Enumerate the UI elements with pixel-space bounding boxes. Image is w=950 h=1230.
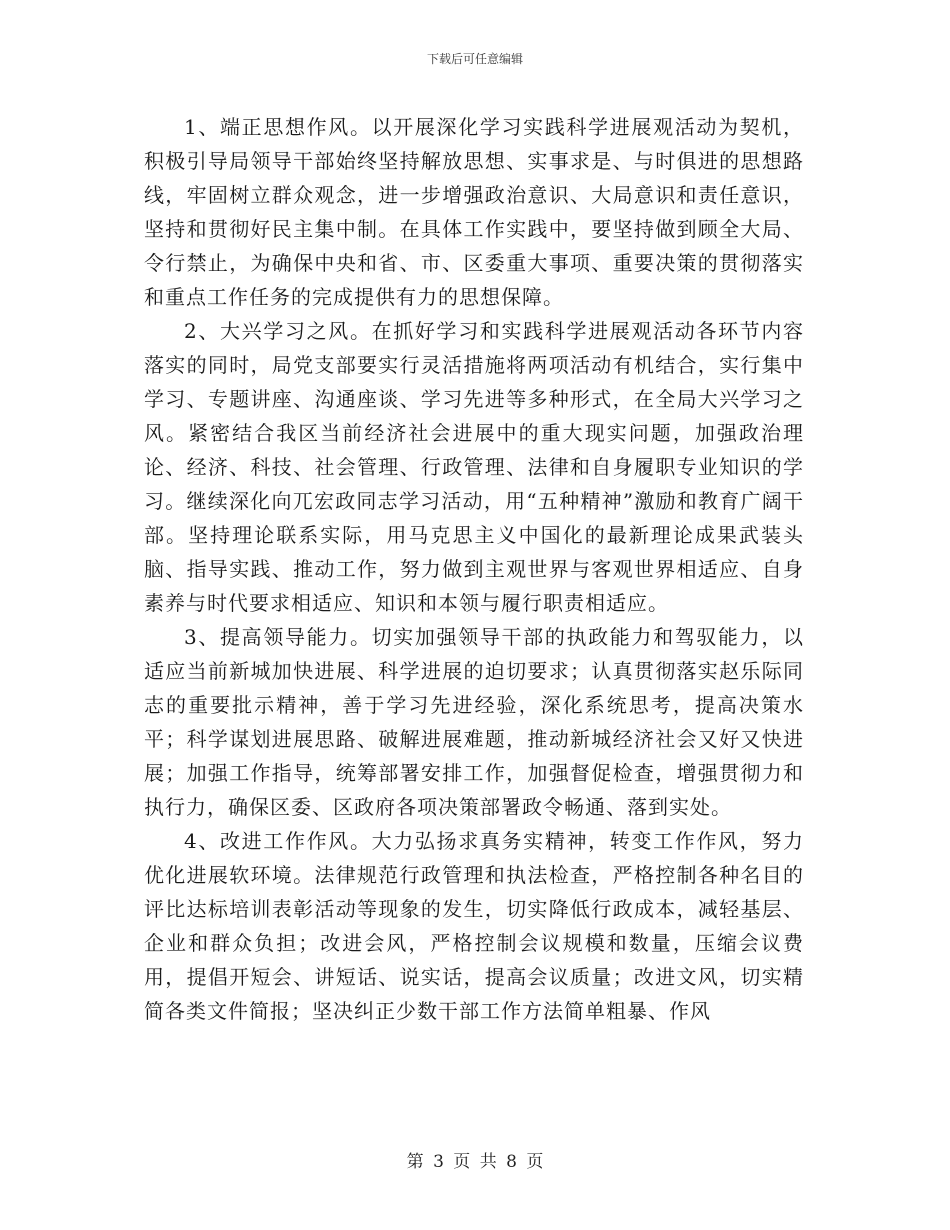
- page-header: 下载后可任意编辑: [426, 52, 523, 66]
- paragraph-1: 1、端正思想作风。以开展深化学习实践科学进展观活动为契机，积极引导局领导干部始终坚持解放思想、实事求是、与时俱进的思想路线，牢固树立群众观念，进一步增强政治意识、大局意识和责任意识，坚持和贯彻好民主集中制。在具体工作实践中，要坚持做到顾全大局、令行禁止，为确保中央和省、市、区委重大事项、重要决策的贯彻落实和重点工作任务的完成提供有力的思想保障。: [144, 115, 804, 309]
- document-body: [144, 110, 804, 1028]
- paragraph-3: 3、提高领导能力。切实加强领导干部的执政能力和驾驭能力，以适应当前新城加快进展、科学进展的迫切要求；认真贯彻落实赵乐际同志的重要批示精神，善于学习先进经验，深化系统思考，提高决策水平；科学谋划进展思路、破解进展难题，推动新城经济社会又好又快进展；加强工作指导，统筹部署安排工作，加强督促检查，增强贯彻力和执行力，确保区委、区政府各项决策部署政令畅通、落到实处。: [144, 625, 804, 819]
- page-number-footer: 第 3 页 共 8 页: [406, 1152, 544, 1172]
- paragraph-4: 4、改进工作作风。大力弘扬求真务实精神，转变工作作风，努力优化进展软环境。法律规范行政管理和执法检查，严格控制各种名目的评比达标培训表彰活动等现象的发生，切实降低行政成本，减轻基层、企业和群众负担；改进会风，严格控制会议规模和数量，压缩会议费用，提倡开短会、讲短话、说实话，提高会议质量；改进文风，切实精简各类文件简报；坚决纠正少数干部工作方法简单粗暴、作风: [144, 829, 804, 1023]
- paragraph-2: 2、大兴学习之风。在抓好学习和实践科学进展观活动各环节内容落实的同时，局党支部要实行灵活措施将两项活动有机结合，实行集中学习、专题讲座、沟通座谈、学习先进等多种形式，在全局大兴学习之风。紧密结合我区当前经济社会进展中的重大现实问题，加强政治理论、经济、科技、社会管理、行政管理、法律和自身履职专业知识的学习。继续深化向兀宏政同志学习活动，用“五种精神”激励和教育广阔干部。坚持理论联系实际，用马克思主义中国化的最新理论成果武装头脑、指导实践、推动工作，努力做到主观世界与客观世界相适应、自身素养与时代要求相适应、知识和本领与履行职责相适应。: [144, 319, 804, 615]
